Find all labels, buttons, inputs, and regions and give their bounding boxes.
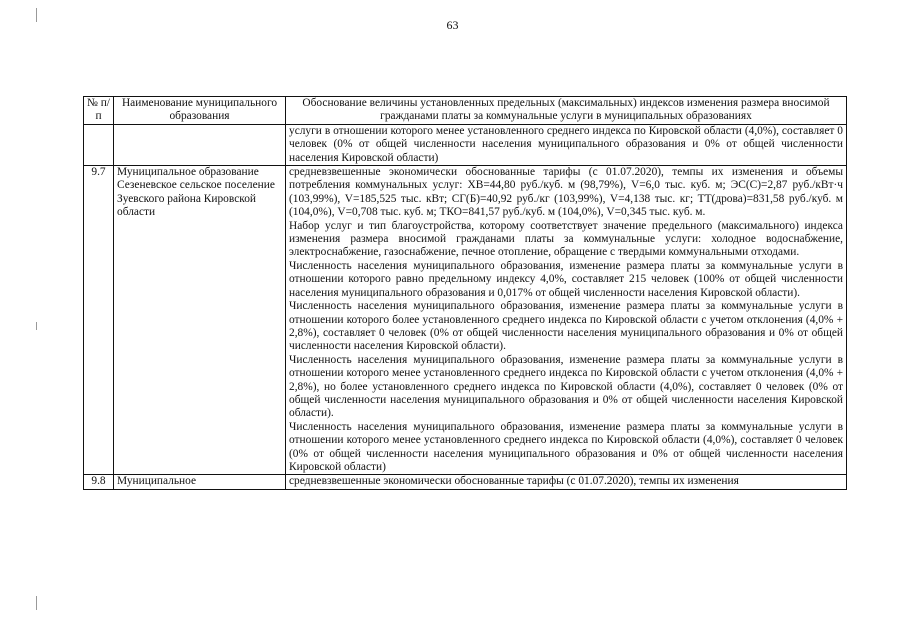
table-header-row xyxy=(84,97,847,125)
table-row xyxy=(84,166,847,475)
scan-edge-mark xyxy=(36,596,37,610)
row-name xyxy=(114,124,286,165)
table-row xyxy=(84,475,847,489)
tariff-table xyxy=(83,96,847,490)
row-name: Муниципальное xyxy=(114,475,286,489)
row-num: 9.8 xyxy=(84,475,114,489)
scan-edge-mark xyxy=(36,322,37,330)
header-name: Наименование муниципального образования xyxy=(114,97,286,125)
page-number: 63 xyxy=(446,18,459,32)
row-basis xyxy=(286,124,847,165)
basis-paragraph: Численность населения муниципального образования, изменение размера платы за коммунальные услуги в отношении которого более установленного среднего индекса по Кировской области с учетом отклонения (4,0% + 2,8%), составляет 0 человек (0% от общей численности населения муниципального образования и 0% от общей численности населения Кировской области). xyxy=(289,300,843,353)
basis-paragraph: Численность населения муниципального образования, изменение размера платы за коммунальные услуги в отношении которого менее установленного среднего индекса по Кировской области (4,0%), составляет 0 человек (0% от общей численности населения муниципального образования и 0% от общей численности населения Кировской области) xyxy=(289,420,843,473)
row-basis xyxy=(286,166,847,475)
basis-paragraph: Численность населения муниципального образования, изменение размера платы за коммунальные услуги в отношении которого равно предельному индексу 4,0%, составляет 215 человек (100% от общей численности населения муниципального образования и 0,017% от общей численности населения Кировской области). xyxy=(289,259,843,299)
table-row xyxy=(84,124,847,165)
basis-paragraph: средневзвешенные экономически обоснованные тарифы (с 01.07.2020), темпы их изменения xyxy=(289,475,739,488)
basis-paragraph: услуги в отношении которого менее установленного среднего индекса по Кировской области (4,0%), составляет 0 человек (0% от общей численности населения муниципального образования и 0% от общей численности населения Кировской области) xyxy=(289,124,843,164)
basis-paragraph: Численность населения муниципального образования, изменение размера платы за коммунальные услуги в отношении которого менее установленного среднего индекса по Кировской области с учетом отклонения (4,0% + 2,8%), но более установленного среднего индекса по Кировской области (4,0%), составляет 0 человек (0% от общей численности населения муниципального образования и 0% от общей численности населения Кировской области). xyxy=(289,353,843,420)
row-basis xyxy=(286,475,847,489)
header-basis: Обоснование величины установленных предельных (максимальных) индексов изменения размера вносимой гражданами платы за коммунальные услуги в муниципальных образованиях xyxy=(286,97,847,125)
basis-paragraph: Набор услуг и тип благоустройства, которому соответствует значение предельного (максимального) индекса изменения размера вносимой гражданами платы за коммунальные услуги: холодное водоснабжение, электроснабжение, газоснабжение, печное отопление, обращение с твердыми коммунальными отходами. xyxy=(289,219,843,259)
row-num: 9.7 xyxy=(84,166,114,475)
row-name: Муниципальное образование Сезеневское сельское поселение Зуевского района Кировской области xyxy=(114,166,286,475)
header-num: № п/п xyxy=(84,97,114,125)
row-num xyxy=(84,124,114,165)
basis-paragraph: средневзвешенные экономически обоснованные тарифы (с 01.07.2020), темпы их изменения и объемы потребления коммунальных услуг: ХВ=44,80 руб./куб. м (98,79%), V=6,0 тыс. куб. м; ЭС(С)=2,87 руб./кВт·ч (103,99%), V=185,525 тыс. кВт; СГ(Б)=40,92 руб./кг (103,99%), V=4,138 тыс. кг; ТТ(дрова)=831,58 руб./куб. м (104,0%), V=0,708 тыс. куб. м; ТКО=841,57 руб./куб. м (104,0%), V=0,345 тыс. куб. м. xyxy=(289,166,843,219)
